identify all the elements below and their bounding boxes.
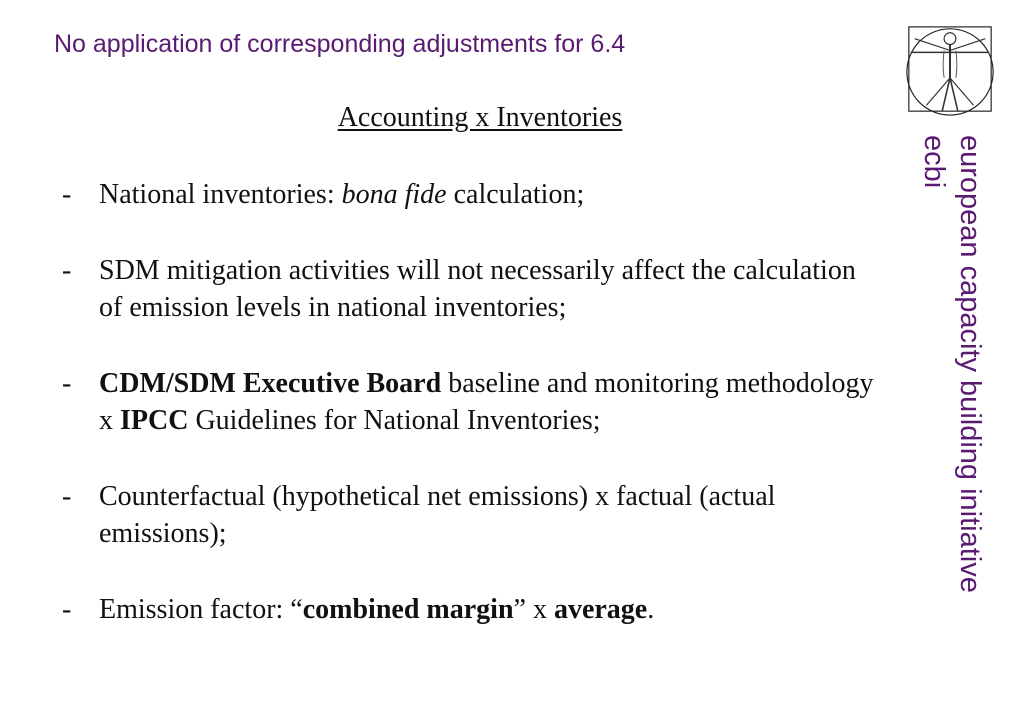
bullet-text: Emission factor: “ (99, 594, 303, 625)
bullet-text: IPCC (120, 405, 189, 436)
bullet-text: . (647, 594, 655, 625)
bullet-item (62, 591, 882, 628)
bullet-text: bona fide (341, 179, 447, 210)
bullet-text: Guidelines for National Inventories; (188, 405, 601, 436)
bullet-text: SDM mitigation activities will not necessarily affect the calculation of emission levels in national inventories; (99, 255, 856, 323)
bullet-text: ” x (513, 594, 554, 625)
bullet-text: calculation; (446, 179, 585, 210)
bullet-item (62, 252, 882, 326)
bullet-dash: - (62, 594, 72, 625)
org-abbr: ecbi (918, 135, 950, 189)
bullet-item (62, 176, 882, 213)
org-name: european capacity building initiative (954, 135, 986, 593)
bullet-text: baseline and monitoring methodology x (99, 368, 874, 436)
bullet-dash: - (62, 179, 72, 210)
org-vertical-text (918, 135, 988, 593)
bullet-dash: - (62, 255, 72, 286)
bullet-list (62, 176, 882, 667)
bullet-text: combined margin (302, 594, 514, 625)
vitruvian-man-icon (901, 20, 999, 120)
bullet-text: National inventories: (99, 179, 342, 210)
bullet-text: average (553, 594, 648, 625)
bullet-text: CDM/SDM Executive Board (99, 368, 442, 399)
bullet-item (62, 478, 882, 552)
bullet-dash: - (62, 368, 72, 399)
slide-title: No application of corresponding adjustments for 6.4 (54, 30, 626, 58)
slide-subtitle: Accounting x Inventories (337, 102, 623, 133)
bullet-text: Counterfactual (hypothetical net emissions) x factual (actual emissions); (99, 481, 776, 549)
bullet-item (62, 365, 882, 439)
bullet-dash: - (62, 481, 72, 512)
